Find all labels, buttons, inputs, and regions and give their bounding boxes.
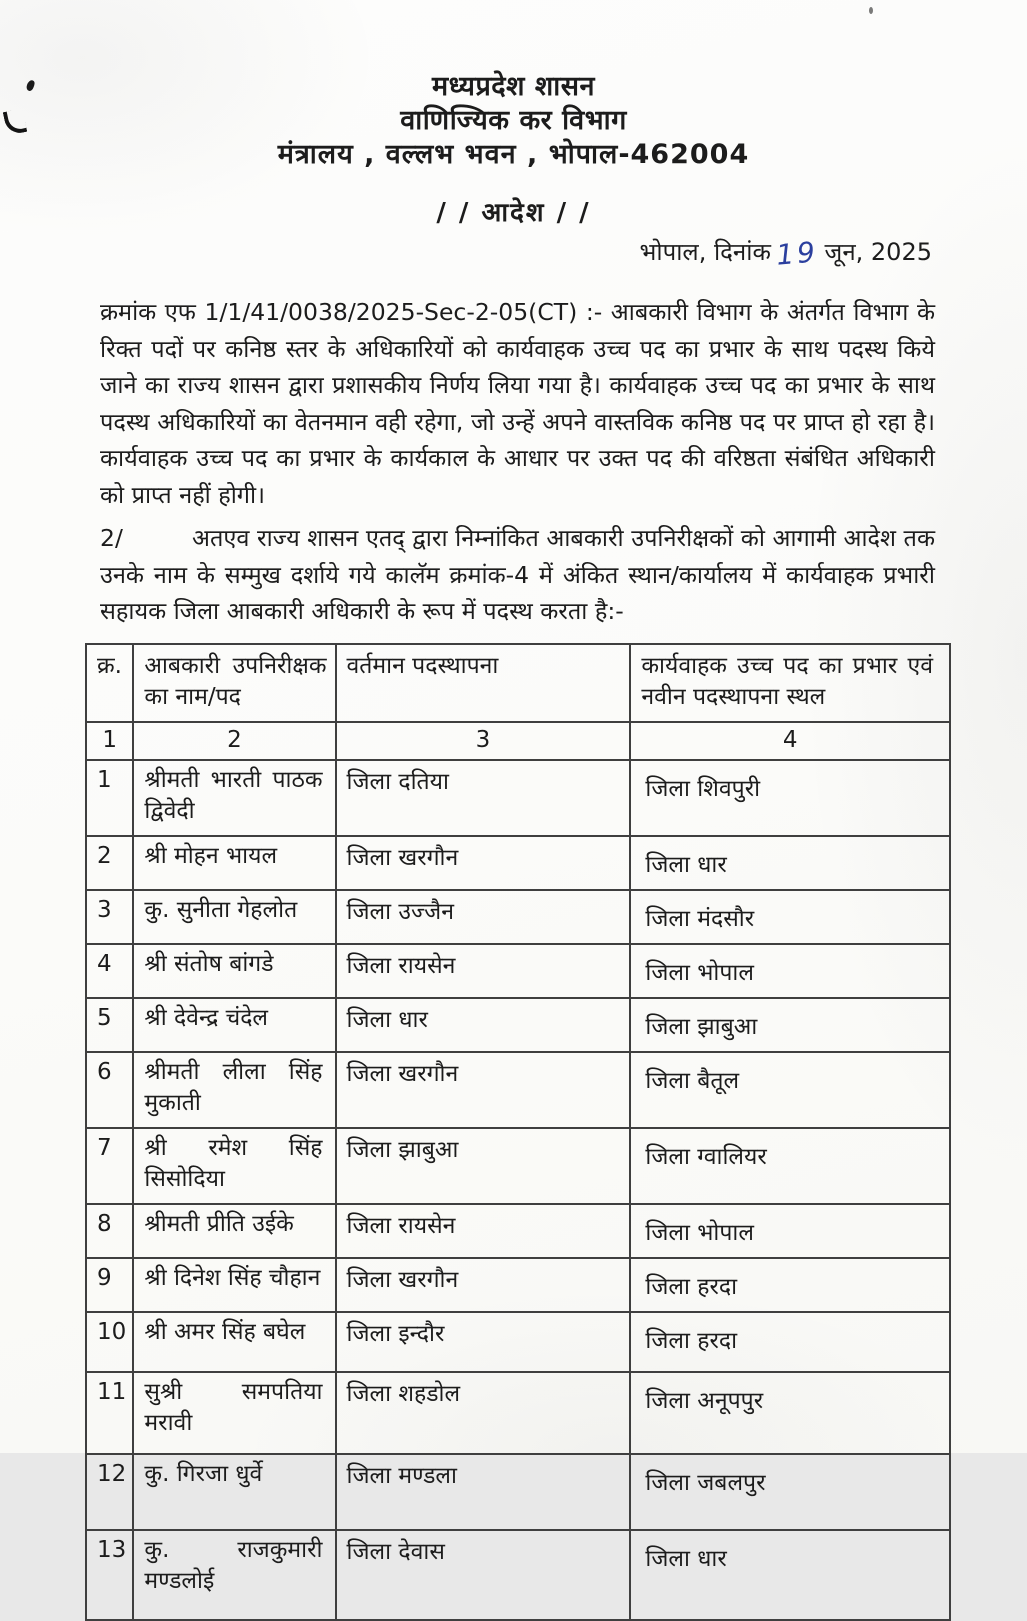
row-current-posting: जिला खरगौन <box>336 1052 631 1128</box>
row-officer-name: श्रीमती भारती पाठक द्विवेदी <box>133 760 335 836</box>
row-new-posting: जिला शिवपुरी <box>630 760 950 836</box>
row-current-posting: जिला उज्जैन <box>336 890 631 944</box>
row-new-posting: जिला ग्वालियर <box>630 1128 950 1204</box>
office-address: मंत्रालय , वल्लभ भवन , भोपाल-462004 <box>277 139 750 170</box>
row-new-posting: जिला झाबुआ <box>630 998 950 1052</box>
row-officer-name: श्रीमती प्रीति उईके <box>133 1204 335 1258</box>
row-new-posting: जिला मंदसौर <box>630 890 950 944</box>
department-name: वाणिज्यिक कर विभाग <box>400 105 627 136</box>
paragraph-2-text: अतएव राज्य शासन एतद् द्वारा निम्नांकित आबकारी उपनिरीक्षकों को आगामी आदेश तक उनके नाम के सम्मुख दर्शाये गये कालॅम क्रमांक-4 में अंकित स्थान/कार्यालय में कार्यवाहक प्रभारी सहायक जिला आबकारी अधिकारी के रूप में पदस्थ करता है:- <box>100 524 935 625</box>
table-row <box>86 1052 950 1128</box>
row-current-posting: जिला रायसेन <box>336 1204 631 1258</box>
table-row <box>86 1530 950 1620</box>
row-serial-number: 8 <box>86 1204 133 1258</box>
row-new-posting: जिला बैतूल <box>630 1052 950 1128</box>
column-number-2: 2 <box>133 722 335 760</box>
header-new-posting: कार्यवाहक उच्च पद का प्रभार एवं नवीन पदस्थापना स्थल <box>630 644 950 722</box>
row-serial-number: 12 <box>86 1454 133 1530</box>
row-serial-number: 9 <box>86 1258 133 1312</box>
column-number-3: 3 <box>336 722 631 760</box>
paragraph-2-number: 2/ <box>100 524 123 552</box>
row-current-posting: जिला खरगौन <box>336 836 631 890</box>
table-row <box>86 1312 950 1372</box>
row-current-posting: जिला दतिया <box>336 760 631 836</box>
transfer-table <box>85 643 951 1621</box>
officers-table-body <box>86 760 950 1620</box>
place-date-line <box>0 234 1027 272</box>
row-officer-name: श्री अमर सिंह बघेल <box>133 1312 335 1372</box>
order-title: / / आदेश / / <box>436 198 591 228</box>
table-header-row <box>86 644 950 722</box>
row-officer-name: कु. सुनीता गेहलोत <box>133 890 335 944</box>
row-serial-number: 3 <box>86 890 133 944</box>
row-current-posting: जिला खरगौन <box>336 1258 631 1312</box>
row-serial-number: 2 <box>86 836 133 890</box>
row-current-posting: जिला इन्दौर <box>336 1312 631 1372</box>
header-officer-name: आबकारी उपनिरीक्षक का नाम/पद <box>133 644 335 722</box>
handwritten-day: 19 <box>774 235 820 272</box>
row-officer-name: श्री दिनेश सिंह चौहान <box>133 1258 335 1312</box>
row-officer-name: श्री मोहन भायल <box>133 836 335 890</box>
row-serial-number: 4 <box>86 944 133 998</box>
table-row <box>86 1204 950 1258</box>
column-number-4: 4 <box>630 722 950 760</box>
row-new-posting: जिला अनूपपुर <box>630 1372 950 1454</box>
row-officer-name: सुश्री समपतिया मरावी <box>133 1372 335 1454</box>
row-new-posting: जिला धार <box>630 836 950 890</box>
row-serial-number: 7 <box>86 1128 133 1204</box>
row-officer-name: कु. गिरजा धुर्वे <box>133 1454 335 1530</box>
row-serial-number: 10 <box>86 1312 133 1372</box>
table-row <box>86 836 950 890</box>
row-serial-number: 6 <box>86 1052 133 1128</box>
row-officer-name: श्री देवेन्द्र चंदेल <box>133 998 335 1052</box>
table-row <box>86 890 950 944</box>
row-new-posting: जिला भोपाल <box>630 1204 950 1258</box>
table-row <box>86 760 950 836</box>
row-new-posting: जिला जबलपुर <box>630 1454 950 1530</box>
row-new-posting: जिला हरदा <box>630 1312 950 1372</box>
header-serial-number: क्र. <box>86 644 133 722</box>
table-row <box>86 1454 950 1530</box>
row-officer-name: श्री संतोष बांगडे <box>133 944 335 998</box>
table-row <box>86 1128 950 1204</box>
table-row <box>86 1258 950 1312</box>
row-current-posting: जिला धार <box>336 998 631 1052</box>
order-paragraph-2 <box>100 520 935 630</box>
row-current-posting: जिला देवास <box>336 1530 631 1620</box>
row-serial-number: 5 <box>86 998 133 1052</box>
row-new-posting: जिला धार <box>630 1530 950 1620</box>
row-current-posting: जिला रायसेन <box>336 944 631 998</box>
row-serial-number: 13 <box>86 1530 133 1620</box>
row-officer-name: श्रीमती लीला सिंह मुकाती <box>133 1052 335 1128</box>
table-row <box>86 998 950 1052</box>
row-new-posting: जिला हरदा <box>630 1258 950 1312</box>
letterhead <box>0 0 1027 172</box>
row-current-posting: जिला शहडोल <box>336 1372 631 1454</box>
row-officer-name: कु. राजकुमारी मण्डलोई <box>133 1530 335 1620</box>
order-paragraph-1: क्रमांक एफ 1/1/41/0038/2025-Sec-2-05(CT) :- आबकारी विभाग के अंतर्गत विभाग के रिक्त पदों पर कनिष्ठ स्तर के अधिकारियों को कार्यवाहक उच्च पद का प्रभार के साथ पदस्थ किये जाने का राज्य शासन द्वारा प्रशासकीय निर्णय लिया गया है। कार्यवाहक उच्च पद का प्रभार के साथ पदस्थ अधिकारियों का वेतनमान वही रहेगा, जो उन्हें अपने वास्तविक कनिष्ठ पद पर प्राप्त हो रहा है। कार्यवाहक उच्च पद का प्रभार के कार्यकाल के आधार पर उक्त पद की वरिष्ठता संबंधित अधिकारी को प्राप्त नहीं होगी। <box>100 298 935 509</box>
table-row <box>86 1372 950 1454</box>
date-prefix: भोपाल, दिनांक <box>639 238 771 266</box>
table-row <box>86 944 950 998</box>
column-numbers-row <box>86 722 950 760</box>
row-new-posting: जिला भोपाल <box>630 944 950 998</box>
header-current-posting: वर्तमान पदस्थापना <box>336 644 631 722</box>
row-current-posting: जिला मण्डला <box>336 1454 631 1530</box>
scan-speck <box>869 7 873 14</box>
column-number-1: 1 <box>86 722 133 760</box>
government-name: मध्यप्रदेश शासन <box>431 71 595 102</box>
date-suffix: जून, 2025 <box>824 238 932 266</box>
row-serial-number: 11 <box>86 1372 133 1454</box>
row-serial-number: 1 <box>86 760 133 836</box>
row-current-posting: जिला झाबुआ <box>336 1128 631 1204</box>
row-officer-name: श्री रमेश सिंह सिसोदिया <box>133 1128 335 1204</box>
